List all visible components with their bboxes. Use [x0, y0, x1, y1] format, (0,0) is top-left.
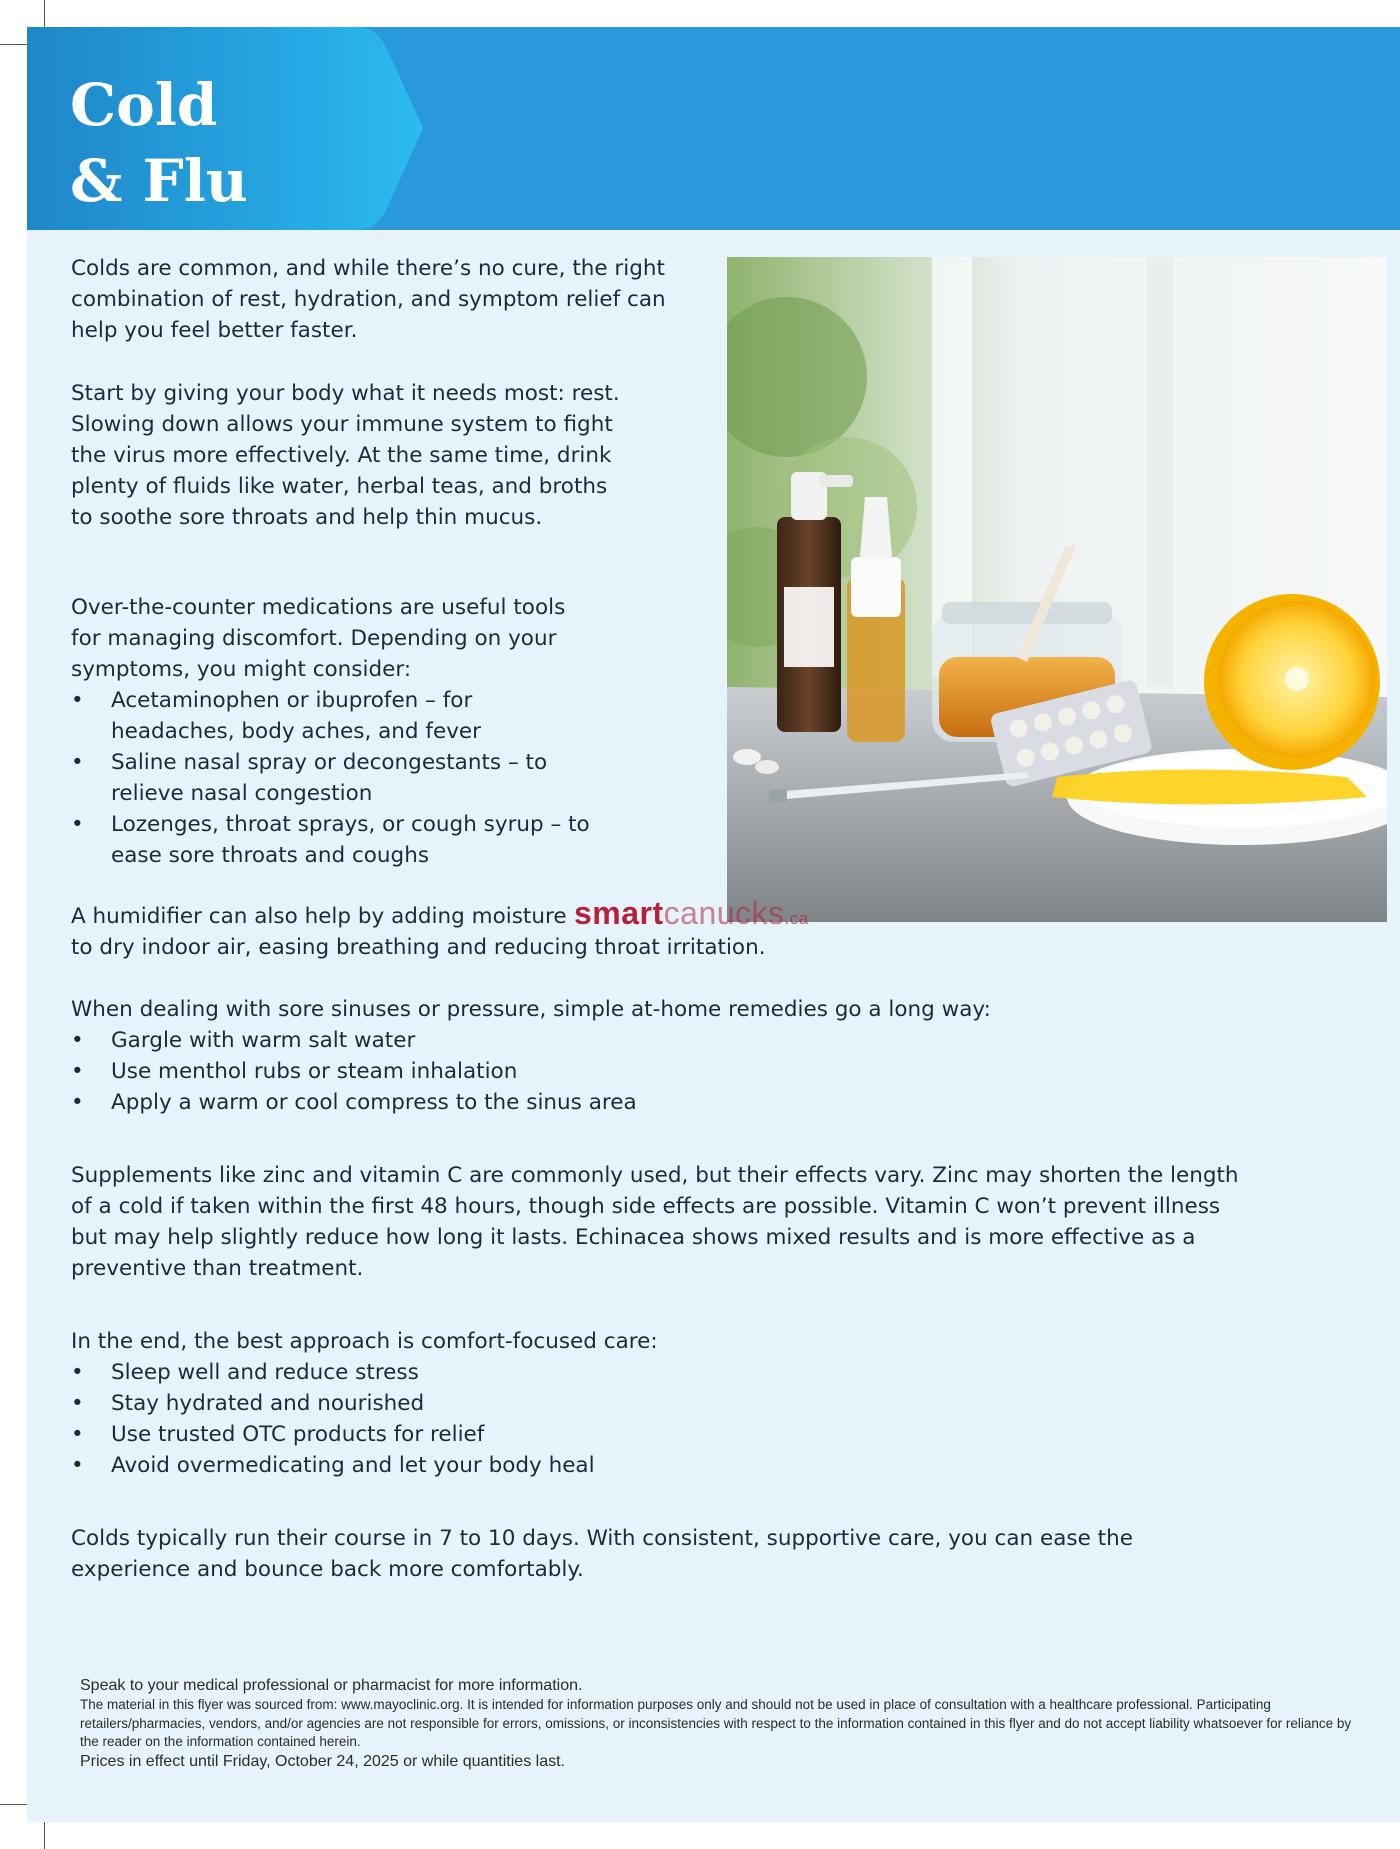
watermark-part-1: smart [574, 895, 664, 931]
list-item: • Gargle with warm salt water [71, 1025, 1271, 1056]
header-banner [27, 27, 1400, 230]
cold-remedies-photo [727, 257, 1387, 922]
crop-mark [0, 1804, 27, 1805]
rest-text: Start by giving your body what it needs most: rest. Slowing down allows your immune system to fight the virus more effectively. At the same time, drink plenty of fluids like water, herbal teas, and broths to soothe sore throats and help thin mucus. [71, 381, 620, 530]
list-item: • Avoid overmedicating and let your body heal [71, 1450, 1271, 1481]
flyer-page [27, 27, 1400, 1822]
list-item: • Apply a warm or cool compress to the sinus area [71, 1087, 1271, 1118]
list-item: • Stay hydrated and nourished [71, 1388, 1271, 1419]
watermark-part-2: canucks [663, 895, 785, 931]
closing-paragraph [71, 1523, 1201, 1585]
intro-text: Colds are common, and while there’s no cure, the right combination of rest, hydration, and symptom relief can help you feel better faster. [71, 256, 666, 343]
watermark-part-3: .ca [784, 909, 809, 928]
comfort-section [71, 1326, 1271, 1481]
sinus-list [71, 1025, 1271, 1118]
humidifier-line-1: A humidifier can also help by adding moisture [71, 904, 567, 929]
footer-disclaimer-text: The material in this flyer was sourced from: www.mayoclinic.org. It is intended for information purposes only and should not be used in place of consultation with a healthcare professional. Participating retailers/pharmacies, vendors, and/or agencies are not responsible for errors, omissions, or inconsistencies with respect to the information contained in this flyer and do not accept liability whatsoever for reliance by the reader on the information contained herein. [80, 1697, 1352, 1749]
list-item: • Use trusted OTC products for relief [71, 1419, 1271, 1450]
supplements-paragraph [71, 1160, 1251, 1284]
supplements-text: Supplements like zinc and vitamin C are commonly used, but their effects vary. Zinc may shorten the length of a cold if taken within the first 48 hours, though side effects are possible. Vitamin C won’t prevent illness but may help slightly reduce how long it lasts. Echinacea shows mixed results and is more effective as a preventive than treatment. [71, 1163, 1239, 1281]
crop-mark [44, 0, 45, 27]
closing-text: Colds typically run their course in 7 to 10 days. With consistent, supportive care, you can ease the experience and bounce back more comfortably. [71, 1526, 1133, 1582]
title-line-2: & Flu [70, 147, 248, 215]
comfort-intro: In the end, the best approach is comfort-focused care: [71, 1329, 658, 1354]
sinus-intro: When dealing with sore sinuses or pressure, simple at-home remedies go a long way: [71, 997, 991, 1022]
rest-paragraph [71, 378, 631, 533]
list-item: • Saline nasal spray or decongestants – to relieve nasal congestion [71, 747, 601, 809]
sinus-section [71, 994, 1271, 1118]
humidifier-line-2: to dry indoor air, easing breathing and reducing throat irritation. [71, 935, 766, 960]
footer-prices-line: Prices in effect until Friday, October 24, 2025 or while quantities last. [80, 1752, 565, 1770]
crop-mark [0, 44, 27, 45]
list-item: • Use menthol rubs or steam inhalation [71, 1056, 1271, 1087]
otc-intro: Over-the-counter medications are useful tools for managing discomfort. Depending on your symptoms, you might consider: [71, 595, 566, 682]
crop-mark [44, 1822, 45, 1849]
list-item: • Lozenges, throat sprays, or cough syrup – to ease sore throats and coughs [71, 809, 601, 871]
smartcanucks-watermark [574, 893, 809, 939]
list-item: • Sleep well and reduce stress [71, 1357, 1271, 1388]
footer-disclaimer [80, 1676, 1370, 1772]
title-line-1: Cold [70, 71, 218, 139]
otc-section [71, 592, 601, 871]
list-item: • Acetaminophen or ibuprofen – for headaches, body aches, and fever [71, 685, 601, 747]
intro-paragraph [71, 253, 691, 346]
page-title [70, 67, 248, 219]
footer-speak-line: Speak to your medical professional or pharmacist for more information. [80, 1677, 583, 1694]
comfort-list [71, 1357, 1271, 1481]
otc-list [71, 685, 601, 871]
